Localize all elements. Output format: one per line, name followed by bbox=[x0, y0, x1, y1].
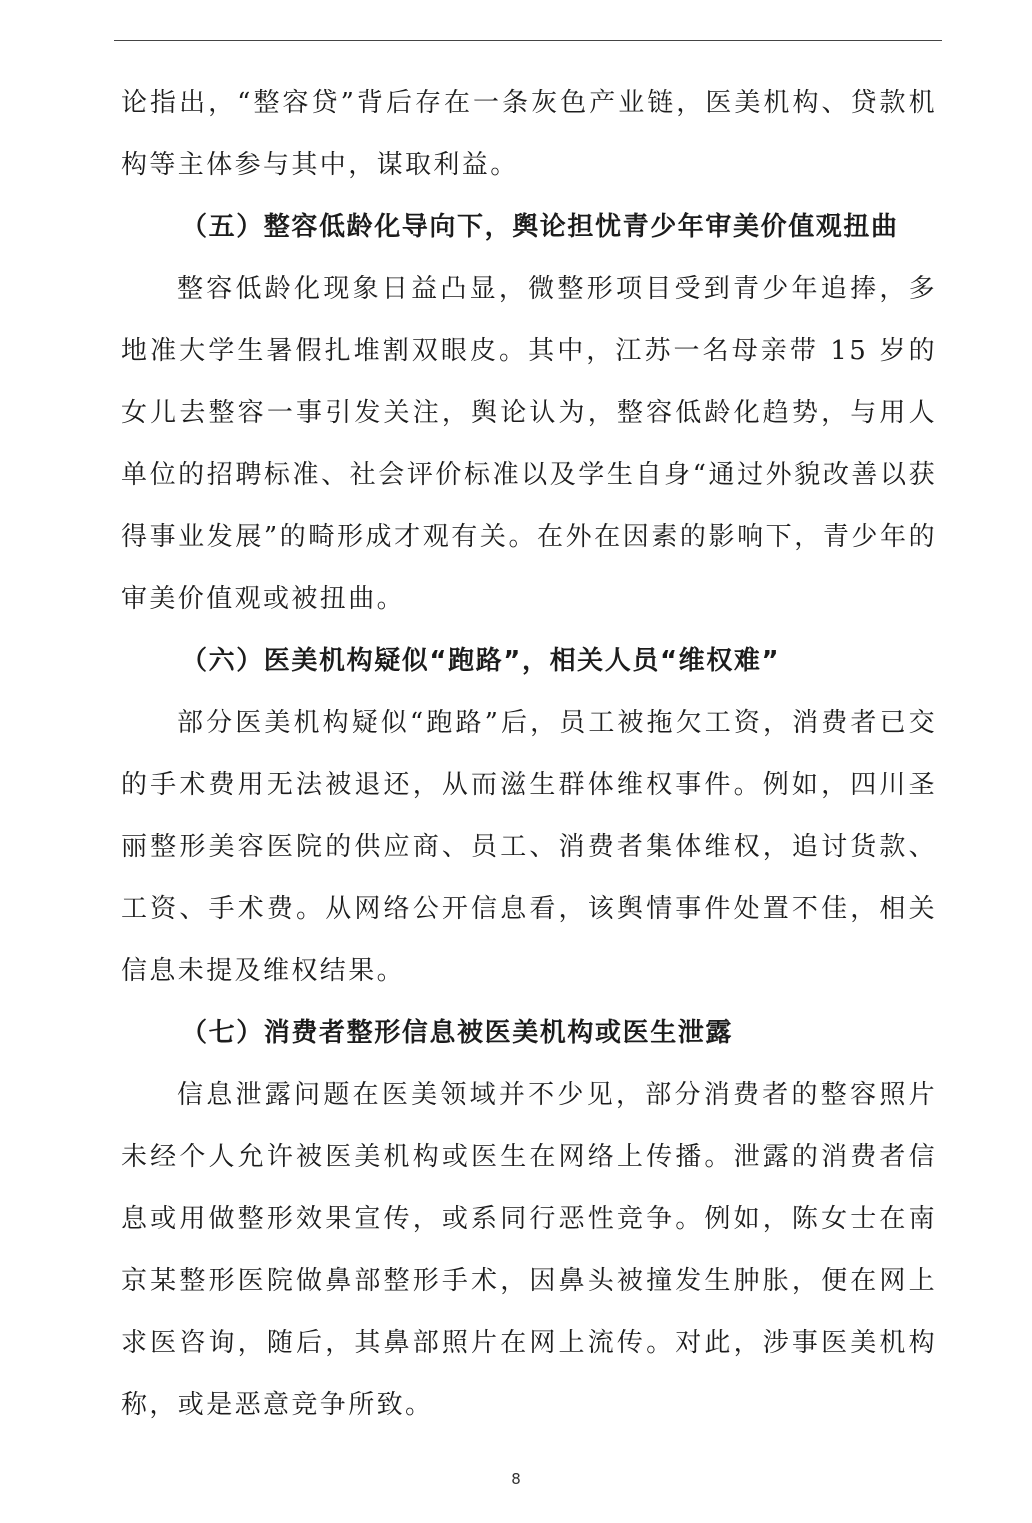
section-heading-5: （五）整容低龄化导向下，舆论担忧青少年审美价值观扭曲 bbox=[181, 212, 899, 242]
page-number: 8 bbox=[511, 1470, 521, 1488]
section-heading-7: （七）消费者整形信息被医美机构或医生泄露 bbox=[181, 1018, 734, 1048]
paragraph-section-5: 整容低龄化现象日益凸显，微整形项目受到青少年追捧，多地准大学生暑假扎堆割双眼皮。其中，江苏一名母亲带 15 岁的女儿去整容一事引发关注，舆论认为，整容低龄化趋势，与用人单位的招聘标准、社会评价标准以及学生自身“通过外貌改善以获得事业发展”的畸形成才观有关。在外在因素的影响下，青少年的审美价值观或被扭曲。 bbox=[121, 274, 937, 614]
document-body bbox=[121, 72, 937, 1436]
paragraph-section-6: 部分医美机构疑似“跑路”后，员工被拖欠工资，消费者已交的手术费用无法被退还，从而滋生群体维权事件。例如，四川圣丽整形美容医院的供应商、员工、消费者集体维权，追讨货款、工资、手术费。从网络公开信息看，该舆情事件处置不佳，相关信息未提及维权结果。 bbox=[121, 708, 937, 986]
paragraph-section-7: 信息泄露问题在医美领域并不少见，部分消费者的整容照片未经个人允许被医美机构或医生在网络上传播。泄露的消费者信息或用做整形效果宣传，或系同行恶性竞争。例如，陈女士在南京某整形医院做鼻部整形手术，因鼻头被撞发生肿胀，便在网上求医咨询，随后，其鼻部照片在网上流传。对此，涉事医美机构称，或是恶意竞争所致。 bbox=[121, 1080, 937, 1420]
section-heading-6: （六）医美机构疑似“跑路”，相关人员“维权难” bbox=[181, 646, 781, 676]
header-rule bbox=[114, 40, 942, 41]
paragraph-continuation: 论指出，“整容贷”背后存在一条灰色产业链，医美机构、贷款机构等主体参与其中，谋取利益。 bbox=[121, 88, 937, 180]
